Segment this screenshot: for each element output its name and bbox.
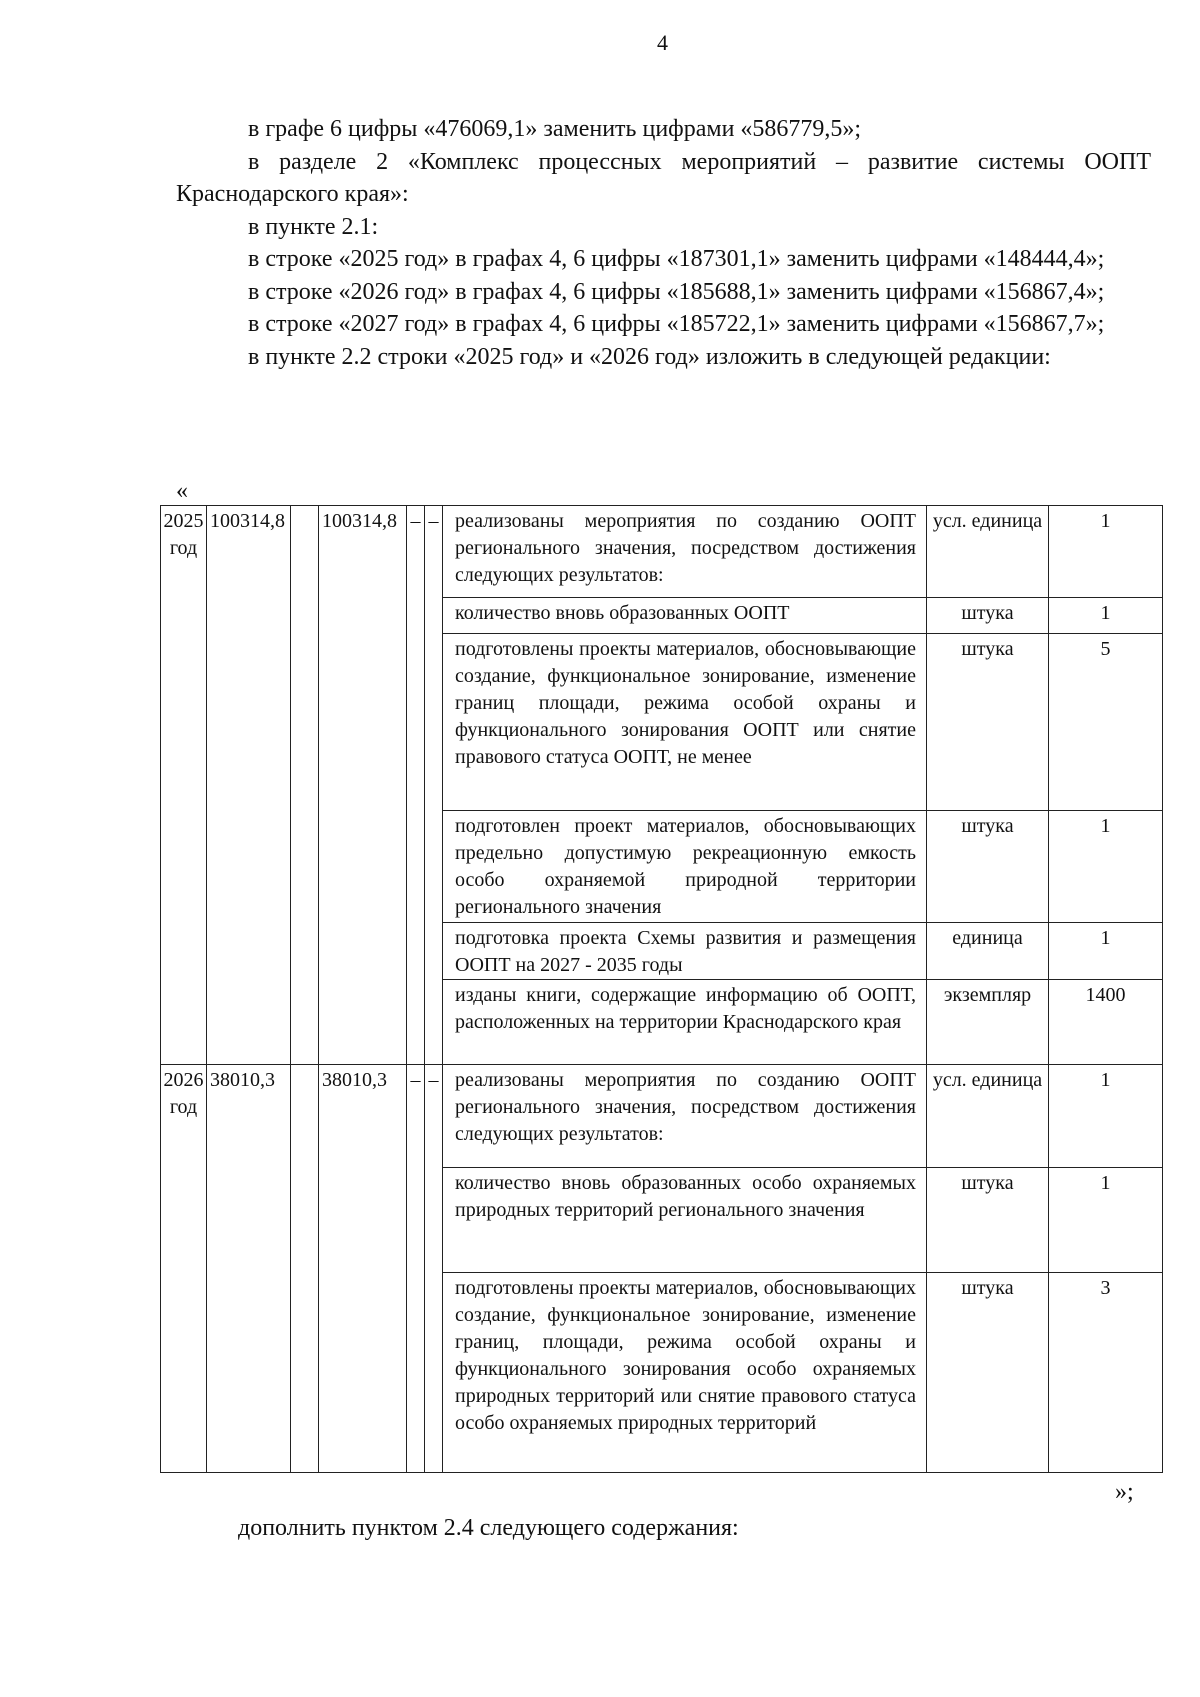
- value-cell: 1400: [1049, 980, 1163, 1065]
- value-cell: 1: [1049, 1065, 1163, 1168]
- unit-cell: штука: [927, 1273, 1049, 1473]
- paragraph: в графе 6 цифры «476069,1» заменить цифрами «586779,5»;: [248, 116, 862, 142]
- empty-cell: [291, 1065, 319, 1473]
- close-quote: »;: [1115, 1479, 1134, 1505]
- unit-cell: штука: [927, 1168, 1049, 1273]
- result-description: количество вновь образованных ООПТ: [443, 598, 927, 634]
- amount-cell: 38010,3: [207, 1065, 291, 1473]
- amount-cell: 38010,3: [319, 1065, 407, 1473]
- dash-cell: –: [425, 506, 443, 1065]
- value-cell: 1: [1049, 506, 1163, 598]
- value-cell: 3: [1049, 1273, 1163, 1473]
- result-description: подготовка проекта Схемы развития и размещения ООПТ на 2027 - 2035 годы: [443, 923, 927, 980]
- result-description: подготовлены проекты материалов, обосновывающие создание, функциональное зонирование, изменение границ площади, режима особой охраны и функционального зонирования ООПТ или снятие правового статуса ООПТ, не менее: [443, 634, 927, 811]
- unit-cell: усл. единица: [927, 506, 1049, 598]
- year-cell: 2025 год: [161, 506, 207, 1065]
- result-description: количество вновь образованных особо охраняемых природных территорий регионального значения: [443, 1168, 927, 1273]
- paragraph: в разделе 2 «Комплекс процессных мероприятий – развитие системы ООПТ Краснодарского края»:: [176, 148, 1151, 207]
- value-cell: 1: [1049, 811, 1163, 923]
- unit-cell: штука: [927, 811, 1049, 923]
- value-cell: 1: [1049, 923, 1163, 980]
- empty-cell: [291, 506, 319, 1065]
- paragraph: в пункте 2.2 строки «2025 год» и «2026 год» изложить в следующей редакции:: [248, 343, 1051, 370]
- paragraph: в строке «2026 год» в графах 4, 6 цифры «185688,1» заменить цифрами «156867,4»;: [248, 278, 1105, 305]
- paragraph: в строке «2027 год» в графах 4, 6 цифры «185722,1» заменить цифрами «156867,7»;: [248, 311, 1105, 337]
- unit-cell: штука: [927, 634, 1049, 811]
- body-text: [176, 113, 1151, 373]
- page-number: 4: [657, 30, 668, 55]
- unit-cell: усл. единица: [927, 1065, 1049, 1168]
- dash-cell: –: [407, 1065, 425, 1473]
- value-cell: 1: [1049, 1168, 1163, 1273]
- result-description: изданы книги, содержащие информацию об ООПТ, расположенных на территории Краснодарского края: [443, 980, 927, 1065]
- dash-cell: –: [407, 506, 425, 1065]
- open-quote: «: [176, 478, 188, 504]
- result-description: подготовлены проекты материалов, обосновывающих создание, функциональное зонирование, изменение границ, площади, режима особой охраны и функционального зонирования особо охраняемых природных территорий или снятие правового статуса особо охраняемых природных территорий: [443, 1273, 927, 1473]
- amount-cell: 100314,8: [207, 506, 291, 1065]
- amount-cell: 100314,8: [319, 506, 407, 1065]
- dash-cell: –: [425, 1065, 443, 1473]
- result-description: реализованы мероприятия по созданию ООПТ регионального значения, посредством достижения следующих результатов:: [443, 1065, 927, 1168]
- year-cell: 2026 год: [161, 1065, 207, 1473]
- unit-cell: экземпляр: [927, 980, 1049, 1065]
- unit-cell: единица: [927, 923, 1049, 980]
- paragraph: в строке «2025 год» в графах 4, 6 цифры «187301,1» заменить цифрами «148444,4»;: [248, 246, 1105, 272]
- final-paragraph: дополнить пунктом 2.4 следующего содержания:: [238, 1515, 739, 1541]
- paragraph: в пункте 2.1:: [248, 213, 379, 240]
- unit-cell: штука: [927, 598, 1049, 634]
- amendment-table: [160, 505, 1163, 1473]
- result-description: подготовлен проект материалов, обосновывающих предельно допустимую рекреационную емкость особо охраняемой природной территории регионального значения: [443, 811, 927, 923]
- value-cell: 5: [1049, 634, 1163, 811]
- result-description: реализованы мероприятия по созданию ООПТ регионального значения, посредством достижения следующих результатов:: [443, 506, 927, 598]
- value-cell: 1: [1049, 598, 1163, 634]
- table-row: [161, 506, 1163, 598]
- table-row: [161, 1065, 1163, 1168]
